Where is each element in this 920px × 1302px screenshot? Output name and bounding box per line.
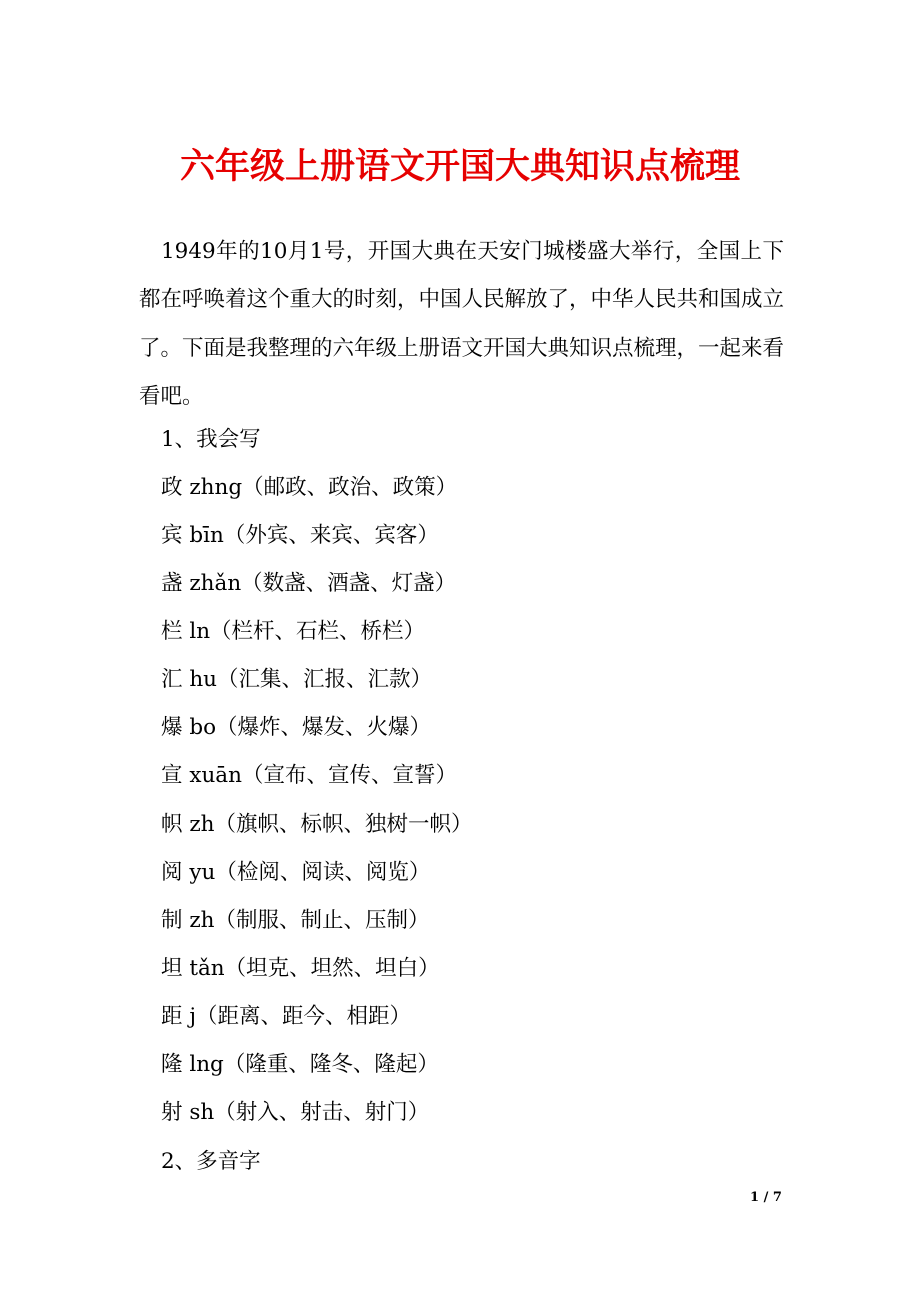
list-item: 政 zhng（邮政、政治、政策） — [161, 475, 458, 500]
section-heading-polyphone: 2、多音字 — [161, 1149, 261, 1174]
list-item: 栏 ln（栏杆、石栏、桥栏） — [161, 619, 426, 644]
list-item: 爆 bo（爆炸、爆发、火爆） — [161, 715, 432, 740]
list-item: 帜 zh（旗帜、标帜、独树一帜） — [161, 812, 473, 837]
list-item: 宣 xuān（宣布、宣传、宣誓） — [161, 763, 457, 788]
list-item: 距 j（距离、距今、相距） — [161, 1004, 412, 1029]
list-item: 坦 tǎn（坦克、坦然、坦白） — [161, 956, 440, 981]
list-item: 隆 lng（隆重、隆冬、隆起） — [161, 1052, 439, 1077]
list-item: 射 sh（射入、射击、射门） — [161, 1100, 430, 1125]
list-item: 阅 yu（检阅、阅读、阅览） — [161, 860, 431, 885]
section-heading-write: 1、我会写 — [161, 427, 261, 452]
document-title: 六年级上册语文开国大典知识点梳理 — [179, 146, 740, 187]
list-item: 制 zh（制服、制止、压制） — [161, 908, 430, 933]
list-item: 盏 zhǎn（数盏、酒盏、灯盏） — [161, 571, 457, 596]
intro-paragraph: 1949年的10月1号，开国大典在天安门城楼盛大举行，全国上下都在呼唤着这个重大的时刻，中国人民解放了，中华人民共和国成立了。下面是我整理的六年级上册语文开国大典知识点梳理，一起来看看吧。 — [139, 239, 785, 409]
list-item: 汇 hu（汇集、汇报、汇款） — [161, 667, 433, 692]
page-number: 1 / 7 — [750, 1190, 782, 1205]
list-item: 宾 bīn（外宾、来宾、宾客） — [161, 523, 439, 548]
